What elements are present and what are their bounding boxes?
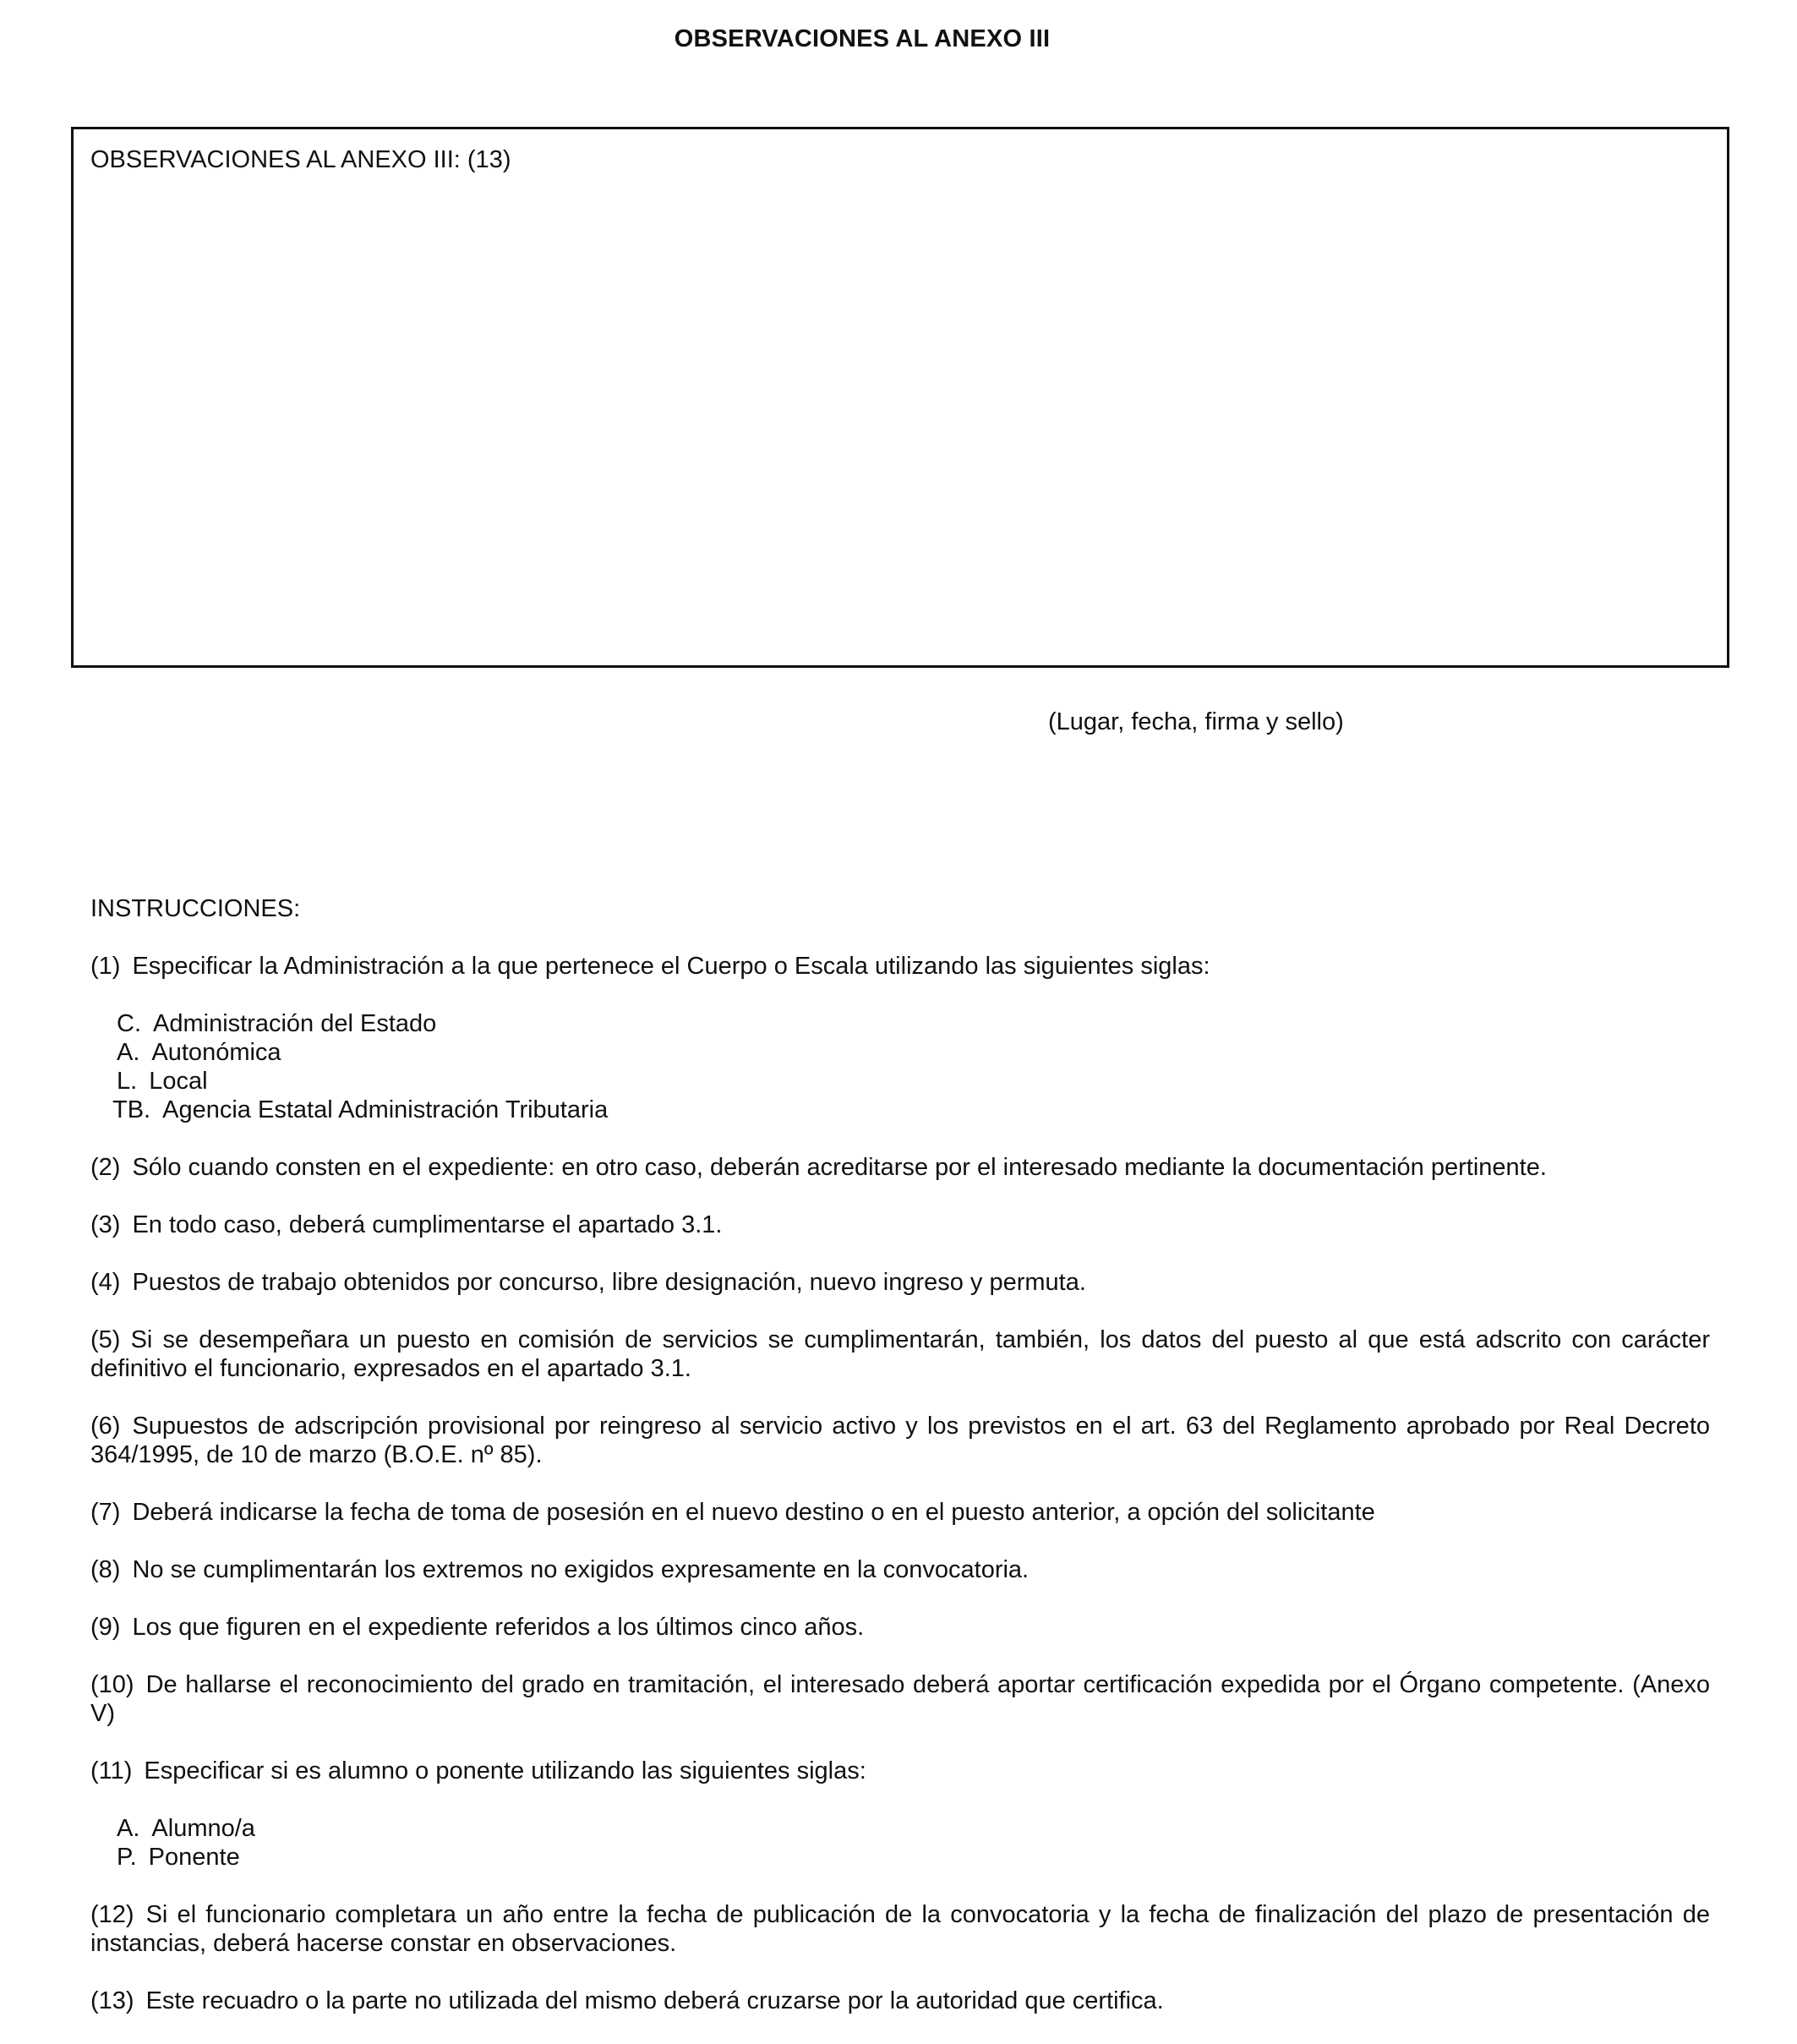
instruction-item-12 (90, 1900, 1710, 1958)
instruction-text: De hallarse el reconocimiento del grado en tramitación, el interesado deberá aportar certificación expedida por el Órgano competente. (Anexo V) (90, 1671, 1710, 1727)
instruction-text: Especificar la Administración a la que pertenece el Cuerpo o Escala utilizando las siguientes siglas: (132, 953, 1210, 980)
administration-codes-list (90, 1009, 1710, 1124)
signature-caption: (Lugar, fecha, firma y sello) (1048, 708, 1344, 735)
instruction-number: (11) (90, 1757, 133, 1784)
list-item (90, 1009, 1710, 1038)
instruction-item-13 (90, 1987, 1710, 2015)
instruction-number: (7) (90, 1499, 121, 1526)
instruction-number: (13) (90, 1987, 134, 2014)
instruction-number: (3) (90, 1211, 121, 1238)
instruction-number: (4) (90, 1269, 121, 1296)
list-item (90, 1038, 1710, 1067)
instruction-item-5 (90, 1325, 1710, 1383)
option-label: Autonómica (151, 1039, 281, 1066)
list-item (90, 1814, 1710, 1843)
list-item (90, 1067, 1710, 1096)
instruction-item-1 (90, 952, 1710, 981)
instruction-item-11 (90, 1757, 1710, 1785)
instruction-number: (1) (90, 953, 121, 980)
instruction-text: Especificar si es alumno o ponente utilizando las siguientes siglas: (144, 1757, 866, 1784)
instruction-number: (2) (90, 1154, 121, 1181)
instruction-number: (6) (90, 1413, 121, 1440)
option-label: Administración del Estado (153, 1010, 437, 1037)
participant-codes-list (90, 1814, 1710, 1872)
option-code: C. (117, 1010, 141, 1037)
option-label: Alumno/a (151, 1815, 255, 1842)
option-code: TB. (112, 1096, 151, 1123)
instruction-item-3 (90, 1211, 1710, 1239)
instruction-text: Sólo cuando consten en el expediente: en otro caso, deberán acreditarse por el interesado mediante la documentación pertinente. (132, 1154, 1547, 1181)
instruction-number: (8) (90, 1556, 121, 1583)
instruction-number: (12) (90, 1901, 134, 1928)
observations-box[interactable] (71, 127, 1729, 668)
instruction-number: (10) (90, 1671, 134, 1698)
option-code: L. (117, 1068, 138, 1095)
instruction-text: Este recuadro o la parte no utilizada del mismo deberá cruzarse por la autoridad que certifica. (145, 1987, 1164, 2014)
instruction-item-6 (90, 1412, 1710, 1469)
instructions-section (90, 894, 1710, 2044)
instruction-text: Si se desempeñara un puesto en comisión de servicios se cumplimentarán, también, los datos del puesto al que está adscrito con carácter definitivo el funcionario, expresados en el apartado 3.1. (90, 1326, 1710, 1382)
instruction-item-10 (90, 1670, 1710, 1728)
instruction-text: Los que figuren en el expediente referidos a los últimos cinco años. (132, 1614, 865, 1641)
observations-box-label: OBSERVACIONES AL ANEXO III: (13) (90, 146, 511, 173)
instruction-text: No se cumplimentarán los extremos no exigidos expresamente en la convocatoria. (132, 1556, 1030, 1583)
list-item (90, 1843, 1710, 1872)
list-item (90, 1096, 1710, 1124)
instruction-item-2 (90, 1153, 1710, 1182)
option-label: Agencia Estatal Administración Tributaria (162, 1096, 609, 1123)
instruction-item-9 (90, 1613, 1710, 1642)
instruction-text: Si el funcionario completara un año entre la fecha de publicación de la convocatoria y la fecha de finalización del plazo de presentación de instancias, deberá hacerse constar en observaciones. (90, 1901, 1710, 1957)
option-code: A. (117, 1039, 140, 1066)
page-title: OBSERVACIONES AL ANEXO III (674, 25, 1051, 52)
instruction-text: Deberá indicarse la fecha de toma de posesión en el nuevo destino o en el puesto anterior, a opción del solicitante (132, 1499, 1375, 1526)
instruction-text: En todo caso, deberá cumplimentarse el apartado 3.1. (132, 1211, 723, 1238)
option-code: A. (117, 1815, 140, 1842)
option-code: P. (117, 1844, 137, 1871)
instruction-number: (5) (90, 1326, 121, 1353)
instruction-number: (9) (90, 1614, 121, 1641)
instruction-text: Puestos de trabajo obtenidos por concurso, libre designación, nuevo ingreso y permuta. (132, 1269, 1086, 1296)
instruction-item-8 (90, 1555, 1710, 1584)
instruction-text: Supuestos de adscripción provisional por reingreso al servicio activo y los previstos en el art. 63 del Reglamento aprobado por Real Decreto 364/1995, de 10 de marzo (B.O.E. nº 85). (90, 1413, 1710, 1468)
instruction-item-7 (90, 1498, 1710, 1527)
option-label: Ponente (148, 1844, 240, 1871)
instructions-heading: INSTRUCCIONES: (90, 895, 301, 922)
instruction-item-4 (90, 1268, 1710, 1297)
option-label: Local (149, 1068, 208, 1095)
